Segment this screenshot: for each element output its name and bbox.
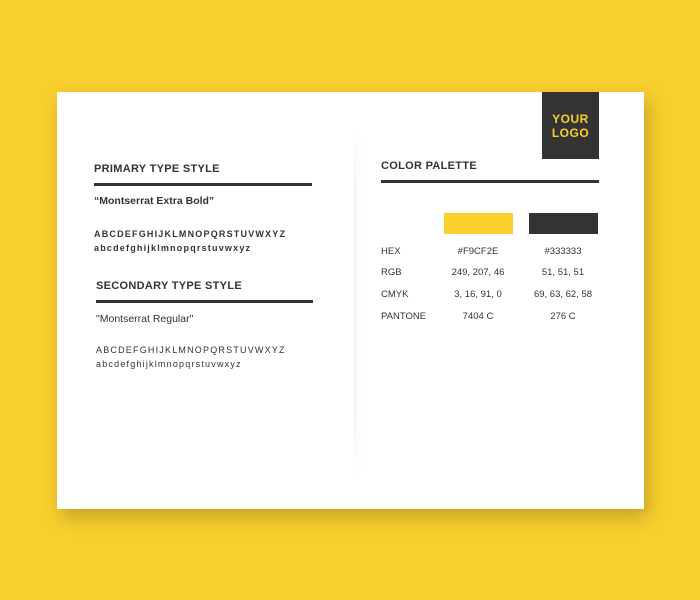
gray-cmyk-value: 69, 63, 62, 58 (533, 289, 593, 300)
hex-label: HEX (381, 246, 401, 257)
swatch-dark-gray (529, 213, 598, 234)
brand-guide-card (57, 92, 644, 509)
secondary-type-heading: SECONDARY TYPE STYLE (96, 280, 242, 292)
yellow-pantone-value: 7404 C (462, 311, 494, 322)
primary-type-rule (94, 183, 312, 186)
secondary-lowercase-sample: abcdefghijklmnopqrstuvwxyz (96, 359, 242, 369)
logo-text-line2: LOGO (551, 125, 590, 140)
yellow-hex-value: #F9CF2E (457, 246, 499, 257)
cmyk-label: CMYK (381, 289, 409, 300)
yellow-cmyk-value: 3, 16, 91, 0 (454, 289, 502, 300)
primary-uppercase-sample: ABCDEFGHIJKLMNOPQRSTUVWXYZ (94, 229, 287, 239)
primary-type-heading: PRIMARY TYPE STYLE (94, 163, 220, 175)
secondary-uppercase-sample: ABCDEFGHIJKLMNOPQRSTUVWXYZ (96, 345, 286, 355)
column-divider (354, 132, 356, 472)
pantone-label: PANTONE (381, 311, 427, 322)
primary-font-name: “Montserrat Extra Bold” (94, 195, 215, 207)
secondary-font-name: "Montserrat Regular" (96, 313, 194, 325)
gray-rgb-value: 51, 51, 51 (541, 267, 585, 278)
secondary-type-rule (96, 300, 313, 303)
gray-hex-value: #333333 (544, 246, 582, 257)
logo-placeholder (542, 92, 599, 159)
swatch-yellow (444, 213, 513, 234)
logo-text-line1: YOUR (552, 111, 589, 126)
rgb-label: RGB (381, 267, 402, 278)
yellow-rgb-value: 249, 207, 46 (451, 267, 505, 278)
primary-lowercase-sample: abcdefghijklmnopqrstuvwxyz (94, 243, 252, 253)
color-palette-heading: COLOR PALETTE (381, 160, 477, 172)
color-palette-rule (381, 180, 599, 183)
gray-pantone-value: 276 C (550, 311, 576, 322)
